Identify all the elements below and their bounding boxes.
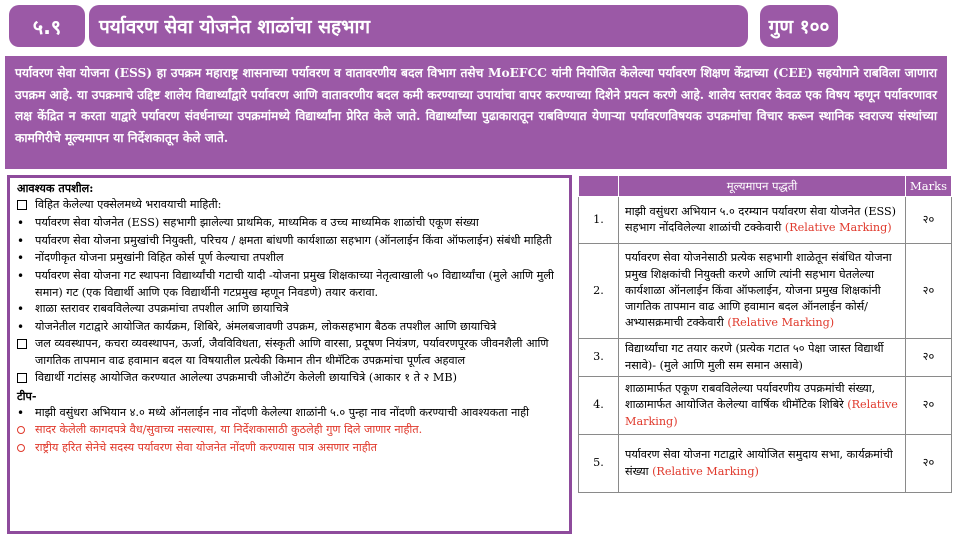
circle-bullet-icon: [17, 440, 35, 458]
relative-marking-label: (Relative Marking): [784, 221, 892, 234]
table-row: [579, 244, 952, 339]
table-row: [579, 339, 952, 377]
method-description: [619, 244, 906, 339]
note-item: [17, 405, 562, 423]
table-row: [579, 377, 952, 435]
row-number: 5.: [579, 435, 619, 493]
list-item-text: योजनेतील गटाद्वारे आयोजित कार्यक्रम, शिबिरे, अंमलबजावणी उपक्रम, लोकसहभाग बैठक तपशील आणि छायाचित्रे: [35, 319, 497, 333]
note-item: [17, 440, 562, 458]
note-text: सादर केलेली कागदपत्रे वैध/सुवाच्य नसल्यास, या निर्देशकासाठी कुठलेही गुण दिले जाणार नाहीत.: [35, 423, 423, 437]
row-number: 4.: [579, 377, 619, 435]
row-marks: २०: [906, 435, 952, 493]
evaluation-table: [578, 175, 952, 493]
required-details-panel: [7, 175, 572, 534]
section-title: पर्यावरण सेवा योजनेत शाळांचा सहभाग: [89, 5, 748, 47]
row-number: 3.: [579, 339, 619, 377]
list-item-text: विहित केलेल्या एक्सेलमध्ये भरावयाची माहिती:: [35, 197, 222, 211]
checkbox-icon: [17, 336, 35, 355]
note-text: माझी वसुंधरा अभियान ४.० मध्ये ऑनलाईन नाव नोंदणी केलेल्या शाळांनी ५.० पुन्हा नाव नोंदणी करण्याची आवश्यकता नाही: [35, 405, 530, 419]
checkbox-icon: [17, 370, 35, 389]
method-text: शाळामार्फत एकूण राबवविलेल्या पर्यावरणीय उपक्रमांची संख्या, शाळामार्फत आयोजित केलेल्या वार्षिक थीमॅटिक शिबिरे: [625, 382, 876, 412]
table-header-row: [579, 176, 952, 197]
relative-marking-label: (Relative Marking): [652, 464, 759, 478]
relative-marking-label: (Relative Marking): [727, 316, 835, 330]
row-marks: २०: [906, 197, 952, 244]
list-item: [17, 197, 562, 216]
method-text: विद्यार्थ्यांचा गट तयार करणे (प्रत्येक गटात ५० पेक्षा जास्त विद्यार्थी नसावे)- (मुले आणि मुली सम समान असावे): [625, 342, 884, 372]
list-item: [17, 319, 562, 337]
bullet-icon: •: [17, 319, 25, 334]
list-item-text: विद्यार्थी गटांसह आयोजित करण्यात आलेल्या उपक्रमाची जीओटॅग केलेली छायाचित्रे (आकार १ ते २ MB): [35, 370, 457, 384]
list-item: [17, 250, 562, 268]
method-description: [619, 435, 906, 493]
table-body: [579, 197, 952, 493]
row-number: 2.: [579, 244, 619, 339]
bullet-icon: •: [17, 405, 25, 420]
row-marks: २०: [906, 339, 952, 377]
notes-heading: टीप-: [17, 389, 37, 404]
list-item: [17, 370, 562, 389]
method-column-header: मूल्यमापन पद्धती: [619, 176, 906, 197]
bullet-icon: •: [17, 216, 25, 231]
intro-paragraph: पर्यावरण सेवा योजना (ESS) हा उपक्रम महाराष्ट्र शासनाच्या पर्यावरण व वातावरणीय बदल विभाग तसेच MoEFCC यांनी नियोजित केलेल्या पर्यावरण शिक्षण केंद्राच्या (CEE) सहयोगाने राबविला जाणारा उपक्रम आहे. या उपक्रमाचे उद्दिष्ट शालेय विद्यार्थ्यांद्वारे पर्यावरण आणि वातावरणीय बदल कमी करण्याच्या उपायांचा वापर करण्याच्या दिशेने प्रयत्न करणे आहे. शालेय स्तरावर केवळ एक विषय म्हणून पर्यावरणावर लक्ष केंद्रित न करता याद्वारे पर्यावरण संवर्धनाच्या उपक्रमांमध्ये विद्यार्थ्यांना प्रेरित केले जाते. विद्यार्थ्यांच्या पुढाकारातून राबविण्यात येणाऱ्या पर्यावरणविषयक उपक्रमांचा विचार करून स्थानिक स्वराज्य संस्थांच्या कामगिरीचे मूल्यमापन या निर्देशकातून केले जाते.: [5, 56, 947, 169]
row-number: 1.: [579, 197, 619, 244]
details-heading: आवश्यक तपशील:: [17, 181, 94, 195]
marks-column-header: Marks: [906, 176, 952, 197]
section-number-badge: ५.९: [9, 5, 85, 47]
list-item-text: पर्यावरण सेवा योजना प्रमुखांची नियुक्ती, परिचय / क्षमता बांधणी कार्यशाळा सहभाग (ऑनलाईन किंवा ऑफलाईन) संबंधी माहिती: [35, 233, 552, 247]
method-description: [619, 377, 906, 435]
list-item-text: शाळा स्तरावर राबवविलेल्या उपक्रमांचा तपशील आणि छायाचित्रे: [35, 302, 289, 316]
notes-list: [17, 405, 562, 458]
bullet-icon: •: [17, 268, 25, 283]
list-item: [17, 301, 562, 319]
list-item: [17, 233, 562, 251]
bullet-icon: •: [17, 251, 25, 266]
list-item-text: पर्यावरण सेवा योजनेत (ESS) सहभागी झालेल्या प्राथमिक, माध्यमिक व उच्च माध्यमिक शाळांची एकूण संख्या: [35, 216, 479, 230]
list-item-text: जल व्यवस्थापन, कचरा व्यवस्थापन, ऊर्जा, जैवविविधता, संस्कृती आणि वारसा, प्रदूषण नियंत्रण, पर्यावरणपूरक जीवनशैली आणि जागतिक तापमान वाढ हवामान बदल या विषयातील प्रत्येकी किमान तीन थीमॅटिक उपक्रमांचा पूर्णत्व अहवाल: [35, 337, 549, 367]
list-item-text: नोंदणीकृत योजना प्रमुखांनी विहित कोर्स पूर्ण केल्याचा तपशील: [35, 251, 284, 265]
circle-bullet-icon: [17, 422, 35, 440]
note-text: राष्ट्रीय हरित सेनेचे सदस्य पर्यावरण सेवा योजनेत नोंदणी करण्यास पात्र असणार नाहीत: [35, 440, 377, 454]
checkbox-icon: [17, 197, 35, 216]
bullet-icon: •: [17, 302, 25, 317]
list-item-text: पर्यावरण सेवा योजना गट स्थापना विद्यार्थ्यांची गटाची यादी -योजना प्रमुख शिक्षकाच्या नेतृत्वाखाली ५० विद्यार्थ्यांचा (मुले आणि मुली समान) गट (एक विद्यार्थी आणि एक विद्यार्थीनी गटप्रमुख म्हणून निवडणे) तयार करावा.: [35, 268, 554, 299]
relative-marking-label: (Relative Marking): [625, 398, 898, 428]
method-description: [619, 197, 906, 244]
method-text: पर्यावरण सेवा योजना गटाद्वारे आयोजित समुदाय सभा, कार्यक्रमांची संख्या: [625, 448, 893, 478]
note-item: [17, 422, 562, 440]
bullet-icon: •: [17, 233, 25, 248]
details-list: [17, 197, 562, 389]
sno-column-header: [579, 176, 619, 197]
table-row: [579, 197, 952, 244]
method-text: पर्यावरण सेवा योजनेसाठी प्रत्येक सहभागी शाळेतून संबंधित योजना प्रमुख शिक्षकांची नियुक्ती करणे आणि त्यांनी सहभाग घेतलेल्या कार्यशाळा ऑनलाईन किंवा ऑफलाईन, योजना प्रमुख शिक्षकांनी जागतिक तापमान वाढ आणि हवामान बदल ऑनलाईन कोर्स/ अभ्यासक्रमाची टक्केवारी: [625, 251, 892, 330]
table-row: [579, 435, 952, 493]
method-description: [619, 339, 906, 377]
row-marks: २०: [906, 244, 952, 339]
list-item: [17, 336, 562, 369]
method-text: माझी वसुंधरा अभियान ५.० दरम्यान पर्यावरण सेवा योजनेत (ESS) सहभाग नोंदविलेल्या शाळांची टक्केवारी: [625, 204, 896, 234]
list-item: [17, 215, 562, 233]
list-item: [17, 268, 562, 301]
row-marks: २०: [906, 377, 952, 435]
total-marks-badge: गुण १००: [760, 5, 838, 47]
